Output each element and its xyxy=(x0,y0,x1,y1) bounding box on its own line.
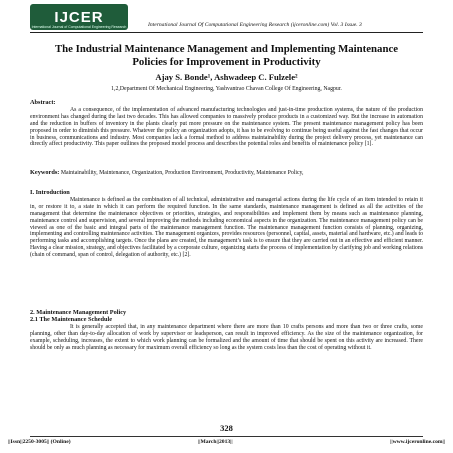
header-rule xyxy=(30,32,423,33)
section-2-heading: 2. Maintenance Management Policy xyxy=(30,309,127,316)
abstract-section xyxy=(30,100,423,148)
journal-header-line: International Journal Of Computational Engineering Research (ijceronline.com) Vol. 3 Issue. 3 xyxy=(148,22,362,28)
keywords-label: Keywords: xyxy=(30,169,60,176)
introduction-text: Maintenance is defined as the combination of all technical, administrative and managerial actions during the life cycle of an item intended to retain it in, or restore it to, a state in which it can perform the required function. In the same standards, maintenance management is defined as all the activities of the management that determine the maintenance objectives or priorities, strategies, and responsibilities and implement them by means such as maintenance planning, maintenance control and supervision, and several improving the methods including economical aspects in the organization. The maintenance management policy can be viewed as one of the basic and integral parts of the maintenance management function. The maintenance management function consists of planning, organizing, implementing and controlling maintenance activities. The management organizes, provides resources (personnel, capital, assets, material and hardware, etc.) and leads to performing tasks and accomplishing targets. Once the plans are created, the management’s task is to ensure that they are carried out in an effective and efficient manner. Having a clear mission, strategy, and objectives facilitated by a corporate culture, organizing starts the process of implementation by clarifying job and working relations (chain of command, span of control, delegation of authority, etc.) [2]. xyxy=(30,196,423,259)
keywords-text: Maintainability, Maintenance, Organization, Production Environment, Productivity, Maintenance Policy, xyxy=(60,170,304,176)
paper-affiliation: 1,2,Department Of Mechanical Engineering, Yashvantrao Chavan College Of Engineering, Nagpur. xyxy=(111,86,342,92)
journal-logo xyxy=(30,4,128,30)
paper-title: The Industrial Maintenance Management and Implementing Maintenance Policies for Improvement in Productivity xyxy=(54,43,399,68)
section-2-1-heading: 2.1 The Maintenance Schedule xyxy=(30,315,113,323)
abstract-text: As a consequence, of the implementation of advanced manufacturing technologies and just-in-time production systems, the nature of the production environment has changed during the last two decades. This has allowed companies to massively produce products in a customized way. But the increase in automation and the reduction in buffers of inventory in the plants clearly put more pressure on the maintenance system. The present maintenance management policy has been proposed in order to diminish this pressure. Whatever the policy an organization adopts, it has to be evolving to continue being useful against the fast changes that occur in business, communications and industry. Most companies lack a formal method to address maintainability during the project delivery process, yet maintenance can directly affect productivity. This paper outlines the proposed model process and describes the potential roles and benefits of maintenance policy [1]. xyxy=(30,106,423,148)
logo-tagline: International Journal of Computational Engineering Research xyxy=(31,25,127,29)
footer-rule xyxy=(30,436,423,437)
footer-date: ||March||2013|| xyxy=(198,439,233,445)
introduction-heading: I. Introduction xyxy=(30,189,70,196)
abstract-heading: Abstract: xyxy=(30,99,56,106)
page-number: 328 xyxy=(220,423,233,433)
footer-issn: ||Issn||2250-3005|| (Online) xyxy=(8,439,71,445)
section-2 xyxy=(30,310,423,351)
section-2-1-text: It is generally accepted that, in any maintenance department where there are more than 10 crafts persons and more than two or three crafts, some planning, other than day-to-day allocation of work by supervisor or leadsperson, can result in improved efficiency. As the size of the maintenance organization, for example, scheduling, increases, the extent to which work planning can be formalized and the amount of time that should be spent on this activity are increased. There should be only as much planning as necessary for maximum overall efficiency so long as the system costs less than the cost of operating without it. xyxy=(30,323,423,351)
logo-text: IJCER xyxy=(54,8,104,26)
paper-authors: Ajay S. Bonde¹, Ashwadeep C. Fulzele² xyxy=(155,72,298,82)
keywords-section xyxy=(30,170,423,177)
footer-url: ||www.ijceronline.com|| xyxy=(390,439,445,445)
introduction-section xyxy=(30,190,423,259)
